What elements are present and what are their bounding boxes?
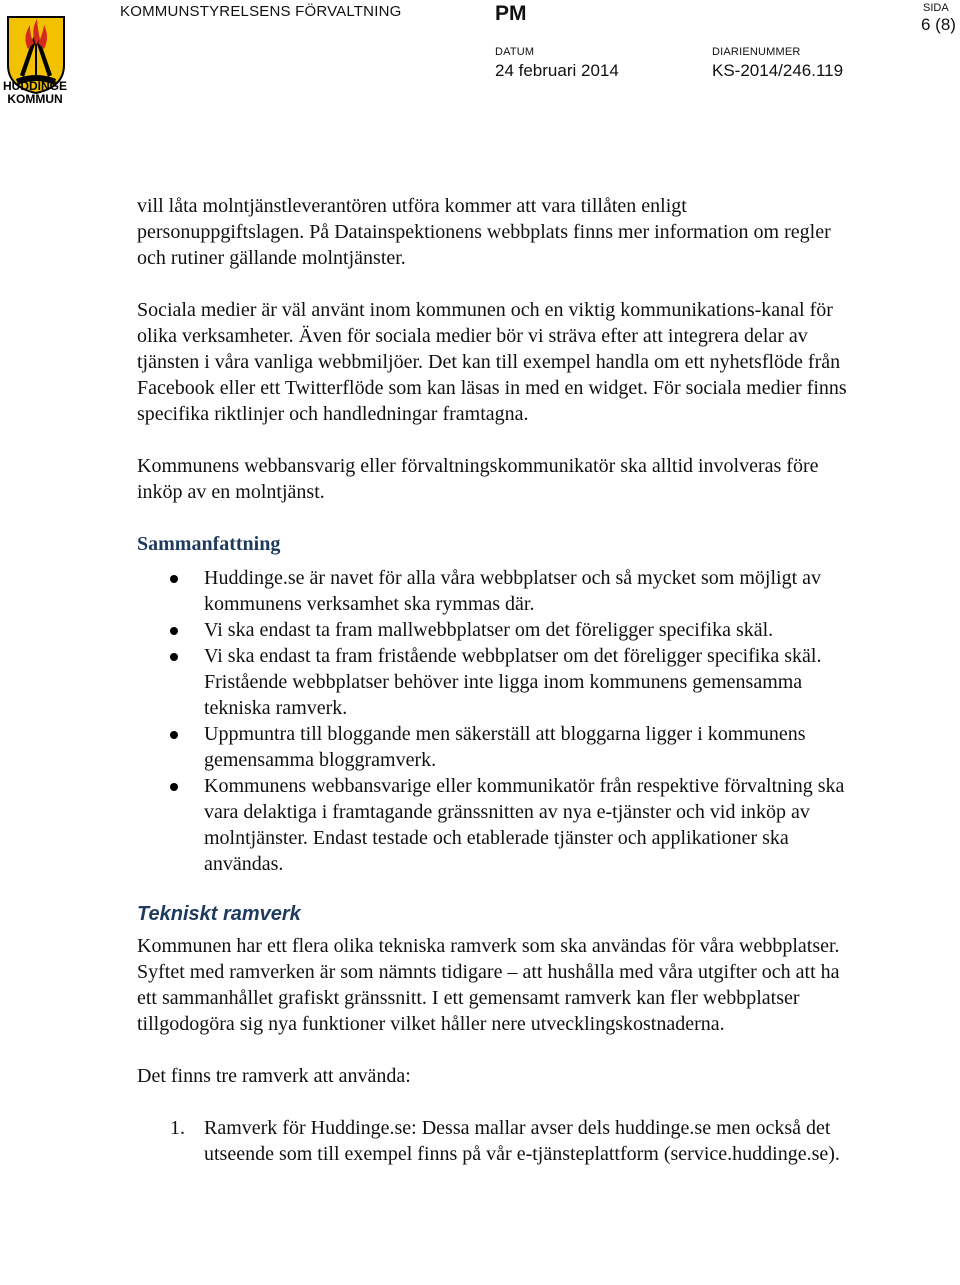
list-item — [137, 721, 857, 773]
bullet-icon — [170, 627, 178, 635]
framework-list — [137, 1115, 857, 1167]
page-label: SIDA — [923, 2, 949, 14]
list-item-text: Uppmuntra till bloggande men säkerställ att bloggarna ligger i kommunens gemensamma bloggramverk. — [204, 723, 806, 771]
list-item — [137, 565, 857, 617]
bullet-icon — [170, 653, 178, 661]
paragraph: vill låta molntjänstleverantören utföra kommer att vara tillåten enligt personuppgiftslagen. På Datainspektionens webbplats finns mer information om regler och rutiner gällande molntjänster. — [137, 195, 831, 269]
date-label: DATUM — [495, 46, 535, 58]
organization-name: KOMMUNSTYRELSENS FÖRVALTNING — [120, 3, 402, 20]
list-item — [137, 773, 857, 877]
summary-heading: Sammanfattning — [137, 533, 281, 555]
page-number: 6 (8) — [921, 15, 956, 34]
registration-label: DIARIENUMMER — [712, 46, 801, 58]
bullet-icon — [170, 783, 178, 791]
paragraph: Sociala medier är väl använt inom kommunen och en viktig kommunikations-kanal för olika verksamheter. Även för sociala medier bör vi sträva efter att integrera delar av tjänsten i våra vanliga webbmiljöer. Det kan till exempel handla om ett nyhetsflöde från Facebook eller ett Twitterflöde som kan läsas in med en widget. För sociala medier finns specifika riktlinjer och handledningar framtagna. — [137, 299, 847, 425]
paragraph: Kommunens webbansvarig eller förvaltningskommunikatör ska alltid involveras före inköp av en molntjänst. — [137, 455, 819, 503]
date-value: 24 februari 2014 — [495, 61, 619, 80]
paragraph: Kommunen har ett flera olika tekniska ramverk som ska användas för våra webbplatser. Syftet med ramverken är som nämnts tidigare – att hushålla med våra utgifter och att ha ett sammanhållet grafiskt gränssnitt. I ett gemensamt ramverk kan fler webbplatser tillgodogöra sig nya funktioner vilket håller nere utvecklingskostnaderna. — [137, 935, 840, 1035]
document-body — [137, 193, 857, 1167]
bullet-icon — [170, 731, 178, 739]
document-type: PM — [495, 2, 527, 25]
list-number: 1. — [170, 1117, 185, 1139]
summary-list — [137, 565, 857, 877]
framework-heading: Tekniskt ramverk — [137, 903, 301, 925]
paragraph: Det finns tre ramverk att använda: — [137, 1065, 411, 1087]
list-item-text: Ramverk för Huddinge.se: Dessa mallar avser dels huddinge.se men också det utseende som till exempel finns på vår e-tjänsteplattform (service.huddinge.se). — [204, 1117, 840, 1165]
list-item-text: Vi ska endast ta fram fristående webbplatser om det föreligger specifika skäl. Fristående webbplatser behöver inte ligga inom kommunens gemensamma tekniska ramverk. — [204, 645, 822, 719]
list-item — [137, 1115, 857, 1167]
registration-number: KS-2014/246.119 — [712, 61, 844, 80]
list-item-text: Vi ska endast ta fram mallwebbplatser om det föreligger specifika skäl. — [204, 619, 774, 641]
logo-text: HUDDINGE KOMMUN — [2, 79, 67, 106]
list-item — [137, 617, 857, 643]
list-item — [137, 643, 857, 721]
list-item-text: Huddinge.se är navet för alla våra webbplatser och så mycket som möjligt av kommunens verksamhet ska rymmas där. — [204, 567, 822, 615]
list-item-text: Kommunens webbansvarige eller kommunikatör från respektive förvaltning ska vara delaktiga i framtagande gränssnitten av nya e-tjänster och vid inköp av molntjänster. Endast testade och etablerade tjänster och applikationer ska användas. — [204, 775, 845, 875]
bullet-icon — [170, 575, 178, 583]
